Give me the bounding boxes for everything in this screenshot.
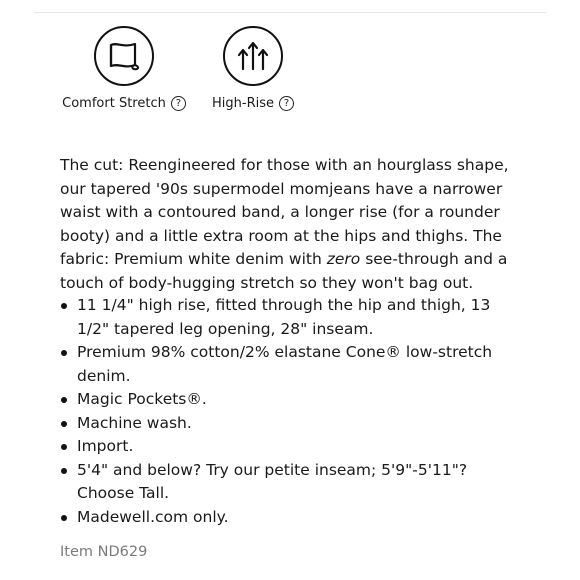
product-description xyxy=(60,154,520,295)
list-item: Madewell.com only. xyxy=(60,506,520,530)
description-emphasis: zero xyxy=(326,250,361,268)
feature-label: Comfort Stretch xyxy=(62,96,166,111)
list-item: Import. xyxy=(60,435,520,459)
question-mark-icon[interactable]: ? xyxy=(279,96,294,111)
description-text: The cut: Reengineered for those with an hourglass shape, our tapered '90s supermodel momjeans have a narrower waist with a contoured band, a longer rise (for a rounder booty) and a little extra room at the hips and thighs. The fabric: Premium white denim with xyxy=(60,156,509,268)
top-divider xyxy=(34,12,546,13)
list-item: Magic Pockets®. xyxy=(60,388,520,412)
feature-label: High-Rise xyxy=(212,96,274,111)
feature-comfort-stretch xyxy=(60,26,188,111)
list-item: 5'4" and below? Try our petite inseam; 5'9"-5'11"? Choose Tall. xyxy=(60,459,520,506)
fabric-stretch-icon xyxy=(94,26,154,86)
up-arrows-icon xyxy=(223,26,283,86)
description-text-end: see-through and a touch of body-hugging stretch so they won't bag out. xyxy=(60,250,508,292)
product-details-list xyxy=(60,294,520,529)
feature-high-rise xyxy=(208,26,298,111)
list-item: Machine wash. xyxy=(60,412,520,436)
list-item: 11 1/4" high rise, fitted through the hip and thigh, 13 1/2" tapered leg opening, 28" inseam. xyxy=(60,294,520,341)
list-item: Premium 98% cotton/2% elastane Cone® low-stretch denim. xyxy=(60,341,520,388)
item-number: Item ND629 xyxy=(60,544,148,560)
question-mark-icon[interactable]: ? xyxy=(171,96,186,111)
